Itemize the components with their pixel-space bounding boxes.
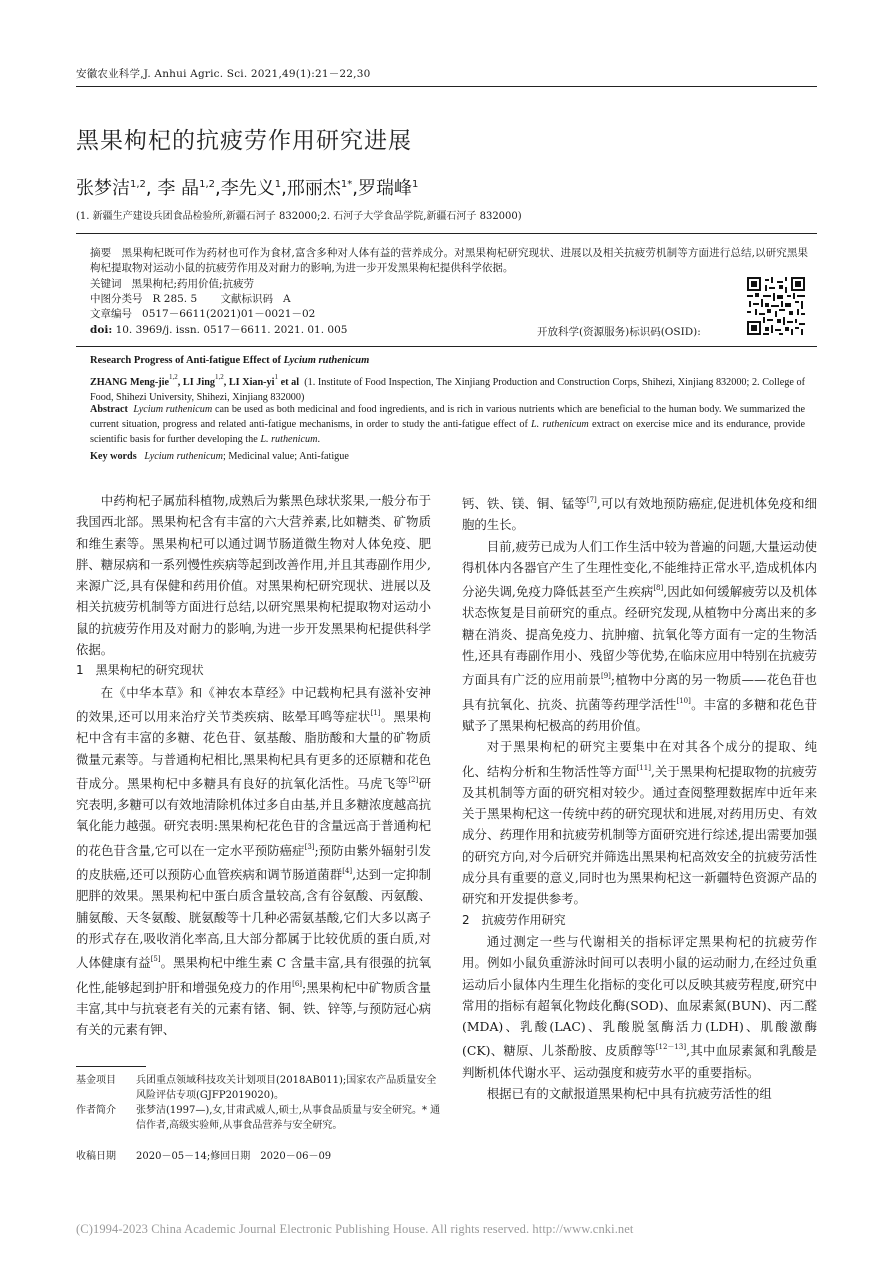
author-affiliation: (1. 新疆生产建设兵团食品检验所,新疆石河子 832000;2. 石河子大学食品学院,新疆石河子 832000) [76,211,522,222]
body-paragraph: 中药枸杞子属茄科植物,成熟后为紫黑色球状浆果,一般分布于我国西北部。黑果枸杞含有丰富的六大营养素,比如糖类、矿物质和维生素等。黑果枸杞可以通过调节肠道微生物对人体免疫、肥胖、糖尿病和一系列慢性疾病等起到改善作用,并且其毒副作用少,来源广泛,具有保健和药用价值。对黑果枸杞研究现状、进展以及相关抗疲劳机制等方面进行总结,以研究黑果枸杞提取物对运动小鼠的抗疲劳作用及对耐力的影响,为进一步开发黑果枸杞提供科学依据。 [76,493,431,658]
footnote-dates [76,1150,446,1165]
citation-ref[interactable]: [2] [408,775,419,784]
footnote-rule [76,1066,146,1067]
author-name: 李 晶 [157,178,200,199]
abstract-text: 黑果枸杞既可作为药材也可作为食材,富含多种对人体有益的营养成分。对黑果枸杞研究现状、进展以及相关抗疲劳机制等方面进行总结,以研究黑果枸杞提取物对运动小鼠的抗疲劳作用及对耐力的影响,为进一步开发黑果枸杞提供科学依据。 [90,247,809,274]
english-keywords [90,449,805,464]
doi-label: doi: [90,324,113,336]
keywords-value: 黑果枸杞;药用价值;抗疲劳 [131,278,255,290]
species-name: L. ruthenicum [260,434,318,445]
article-no-value: 0517－6611(2021)01－0021－02 [142,308,316,320]
english-author-mark: 1,2 [214,373,224,381]
author-affil-mark: 1 [411,179,419,190]
abstract-label: 摘要 [90,247,112,259]
english-abstract-text: can be used as both medicinal and food ingredients, and is rich in various nutrients which are beneficial to the human body. We summarized the current situation, progress and related anti-fatigue mechanisms, in order to study the anti-fatigue effect of [90,404,806,430]
citation-ref[interactable]: [11] [636,763,651,772]
body-paragraph: 目前,疲劳已成为人们工作生活中较为普遍的问题,大量运动使得机体内各器官产生了生理性变化,不能维持正常水平,造成机体内分泌失调,免疫力降低甚至产生疾病[8],因此如何缓解疲劳以及机体状态恢复是目前研究的重点。经研究发现,从植物中分离出来的多糖在消炎、提高免疫力、抗肿瘤、抗氧化等方面有一定的生物活性,还具有毒副作用小、残留少等优势,在临床应用中特别在抗疲劳方面具有广泛的应用前景[9];植物中分离的另一物质——花色苷也具有抗氧化、抗炎、抗菌等药理学活性[10]。丰富的多糖和花色苷赋予了黑果枸杞极高的药用价值。 [462,538,818,733]
english-title-text: Research Progress of Anti-fatigue Effect of [90,355,284,366]
author-name: 邢丽杰 [286,178,341,199]
keywords-cn [90,277,254,291]
citation-ref[interactable]: [1] [370,708,381,717]
english-authors-affiliation [90,370,805,405]
article-title: 黑果枸杞的抗疲劳作用研究进展 [76,128,412,154]
english-abstract-label: Abstract [90,404,128,415]
author-name: 罗瑞峰 [357,178,412,199]
citation-ref[interactable]: [12－13] [655,1043,687,1052]
author-name: 李先义 [220,178,275,199]
english-author-mark: 1,2 [169,373,178,381]
author-affil-mark: 1 [274,179,282,190]
english-author-mark: 1 [274,373,278,381]
english-keywords-value: ; Medicinal value; Anti-fatigue [222,451,349,462]
english-title [90,355,369,366]
citation-ref[interactable]: [9] [600,672,611,681]
footnote-text: 2020－05－14;修回日期 2020－06－09 [136,1151,332,1162]
clc-value: R 285. 5 [152,293,198,305]
body-paragraph: 在《中华本草》和《神农本草经》中记载枸杞具有滋补安神的效果,还可以用来治疗关节类疾病、眩晕耳鸣等症状[1]。黑果枸杞中含有丰富的多糖、花色苷、氨基酸、脂肪酸和大量的矿物质微量元素等。与普通枸杞相比,黑果枸杞具有更多的还原糖和花色苷成分。黑果枸杞中多糖具有良好的抗氧化活性。马虎飞等[2]研究表明,多糖可以有效地清除机体过多自由基,并且多糖浓度越高抗氧化能力越强。研究表明:黑果枸杞花色苷的含量远高于普通枸杞的花色苷含量,它可以在一定水平预防癌症[3];预防由紫外辐射引发的皮肤癌,还可以预防心血管疾病和调节肠道菌群[4],达到一定抑制肥胖的效果。黑果枸杞中蛋白质含量较高,含有谷氨酸、丙氨酸、脯氨酸、天冬氨酸、胱氨酸等十几种必需氨基酸,它们大多以离子的形式存在,吸收消化率高,且大部分都属于比较优质的蛋白质,对人体健康有益[5]。黑果枸杞中维生素 C 含量丰富,具有很强的抗氧化性,能够起到护肝和增强免疫力的作用[6];黑果枸杞中矿物质含量丰富,其中与抗衰老有关的元素有锗、铜、铁、锌等,与预防冠心病有关的元素有钾、 [76,684,432,1038]
body-paragraph: 对于黑果枸杞的研究主要集中在对其各个成分的提取、纯化、结构分析和生物活性等方面[11],关于黑果枸杞提取物的抗疲劳及其机制等方面的研究相对较少。通过查阅整理数据库中近年来关于黑果枸杞这一传统中药的研究现状和进展,对药用历史、有效成分、药理作用和抗疲劳机制等方面研究进行综述,提出需要加强的研究方向,对今后研究并筛选出黑果枸杞高效安全的抗疲劳活性成分具有重要的意义,同时也为黑果枸杞这一新疆特色资源产品的研究和开发提供参考。 [462,739,817,907]
doc-code-label: 文献标识码 [220,293,274,305]
doc-code-value: A [283,293,291,305]
abstract-cn [90,246,808,275]
english-affiliation: (1. Institute of Food Inspection, The Xinjiang Production and Construction Corps, Shihezi, Xinjiang 832000; 2. College of Food, Shihezi University, Shihezi, Xinjiang 832000) [90,377,805,403]
footnote-funding [76,1074,446,1103]
author-affil-mark: 1,2 [199,179,215,190]
author-affil-mark: 1* [340,179,353,190]
osid-label: 开放科学(资源服务)标识码(OSID): [537,326,701,338]
english-author: ZHANG Meng-jie [90,377,169,388]
footnote-text: 张梦洁(1997—),女,甘肃武威人,硕士,从事食品质量与安全研究。* 通信作者,高级实验师,从事食品营养与安全研究。 [136,1105,441,1131]
author-name: 张梦洁 [76,178,130,199]
body-column-left [76,490,431,1040]
body-paragraph: 根据已有的文献报道黑果枸杞中具有抗疲劳活性的组 [486,1086,772,1102]
footnote-label: 作者简介 [76,1105,116,1116]
clc-label: 中图分类号 [90,293,143,305]
citation-ref[interactable]: [10] [676,696,691,705]
section-heading: 1 黑果枸杞的研究现状 [76,663,204,678]
body-paragraph: 钙、铁、镁、铜、锰等[7],可以有效地预防癌症,促进机体免疫和细胞的生长。 [462,496,817,533]
citation-ref[interactable]: [3] [304,842,315,851]
doi-line[interactable] [90,323,347,337]
footnote-label: 收稿日期 [76,1151,116,1162]
citation-ref[interactable]: [8] [653,584,664,593]
english-keywords-label: Key words [90,451,137,462]
footnote-text: 兵团重点领域科技攻关计划项目(2018AB011);国家农产品质量安全风险评估专项(GJFP2019020)。 [136,1075,437,1101]
author-list: 张梦洁$^{1,2}$, 李 晶$^{1,2}$,李先义$^1$,邢丽杰$^{1*}$,罗瑞峰$^1$ [76,178,419,199]
article-no-label: 文章编号 [90,308,132,320]
classification-line [90,292,291,306]
body-column-right [462,490,817,1104]
journal-citation-line: 安徽农业科学,J. Anhui Agric. Sci. 2021,49(1):21－22,30 [76,68,371,80]
citation-ref[interactable]: [5] [150,955,161,964]
footnote-label: 基金项目 [76,1075,116,1086]
header-rule [76,86,817,87]
copyright-line: (C)1994-2023 China Academic Journal Electronic Publishing House. All rights reserved. http://www.cnki.net [76,1222,634,1236]
english-abstract-text: extract on exercise mice and its endurance, provide scientific basis for further developing the [90,419,805,445]
english-abstract [90,402,805,447]
article-number-line [90,307,315,321]
english-et-al: et al [277,377,300,388]
footnote-author-bio [76,1104,446,1133]
citation-ref[interactable]: [4] [342,867,353,876]
citation-ref[interactable]: [7] [586,496,597,504]
species-name: Lycium ruthenicum [144,451,223,462]
citation-ref[interactable]: [6] [292,979,303,988]
species-name: L. ruthenicum [531,419,589,430]
english-title-species: Lycium ruthenicum [283,355,370,366]
english-abstract-text: . [317,434,321,445]
qr-code-icon[interactable] [747,277,805,335]
body-paragraph: 通过测定一些与代谢相关的指标评定黑果枸杞的抗疲劳作用。例如小鼠负重游泳时间可以表明小鼠的运动耐力,在经过负重运动后小鼠体内生理生化指标的变化可以反映其疲劳程度,研究中常用的指标有超氧化物歧化酶(SOD)、血尿素氮(BUN)、丙二醛(MDA)、乳酸(LAC)、乳酸脱氢酶活力(LDH)、肌酸激酶(CK)、糖原、儿茶酚胺、皮质醇等[12－13],其中血尿素氮和乳酸是判断机体代谢水平、运动强度和疲劳水平的重要指标。 [462,933,817,1080]
english-author: , LI Jing [177,377,215,388]
section-heading: 2 抗疲劳作用研究 [462,912,566,927]
doi-value[interactable]: 10. 3969/j. issn. 0517－6611. 2021. 01. 005 [115,324,348,336]
species-name: Lycium ruthenicum [133,404,213,415]
keywords-label: 关键词 [90,278,122,290]
author-affil-mark: 1,2 [130,179,146,190]
english-author: , LI Xian-yi [223,377,275,388]
